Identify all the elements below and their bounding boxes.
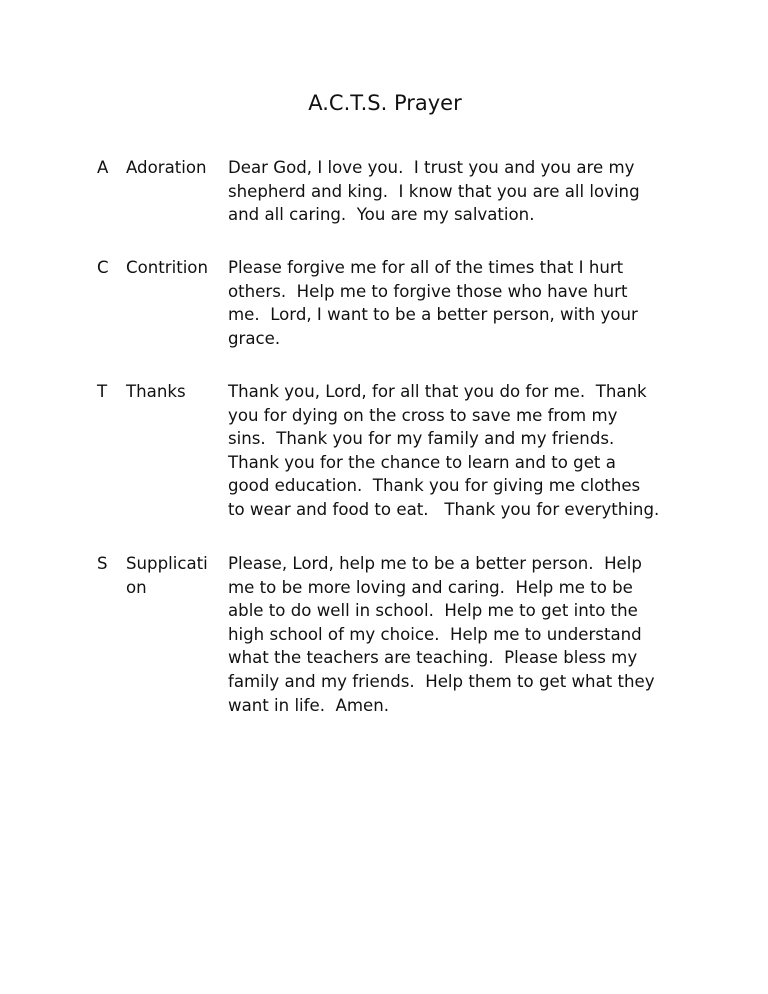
page-title: A.C.T.S. Prayer (308, 91, 462, 115)
body-line: sins. Thank you for my family and my friends. (228, 429, 615, 449)
section-body (228, 552, 698, 717)
section-name (126, 256, 218, 280)
body-line: Dear God, I love you. I trust you and you are my (228, 158, 635, 177)
section-name (126, 380, 218, 404)
body-line: others. Help me to forgive those who have hurt (228, 281, 628, 301)
body-line: me to be more loving and caring. Help me to be (228, 577, 633, 597)
section-name-line: on (126, 577, 147, 597)
body-line: me. Lord, I want to be a better person, with your (228, 305, 638, 325)
section-name (126, 156, 218, 180)
section-name-line: Supplicati (126, 554, 208, 573)
body-line: high school of my choice. Help me to understand (228, 624, 642, 644)
body-line: grace. (228, 328, 281, 348)
body-line: to wear and food to eat. Thank you for everything. (228, 499, 660, 519)
body-line: Please forgive me for all of the times that I hurt (228, 258, 624, 277)
body-line: and all caring. You are my salvation. (228, 205, 535, 225)
section-body (228, 156, 698, 227)
body-line: Thank you for the chance to learn and to get a (228, 452, 616, 472)
section-letter: T (97, 382, 108, 401)
section-name-line: Thanks (126, 382, 186, 401)
section-body (228, 256, 698, 350)
section-name (126, 552, 218, 599)
body-line: you for dying on the cross to save me from my (228, 405, 618, 425)
section-letter: C (97, 258, 109, 277)
section-body (228, 380, 698, 522)
body-line: good education. Thank you for giving me clothes (228, 476, 641, 496)
body-line: Thank you, Lord, for all that you do for me. Thank (228, 382, 647, 401)
section-letter: A (97, 158, 109, 177)
body-line: shepherd and king. I know that you are all loving (228, 181, 640, 201)
body-line: family and my friends. Help them to get what they (228, 671, 655, 691)
section-name-line: Contrition (126, 258, 208, 277)
body-line: Please, Lord, help me to be a better person. Help (228, 554, 642, 573)
section-letter: S (97, 554, 108, 573)
body-line: able to do well in school. Help me to get into the (228, 601, 638, 621)
section-name-line: Adoration (126, 158, 207, 177)
body-line: what the teachers are teaching. Please bless my (228, 648, 638, 668)
body-line: want in life. Amen. (228, 695, 390, 715)
